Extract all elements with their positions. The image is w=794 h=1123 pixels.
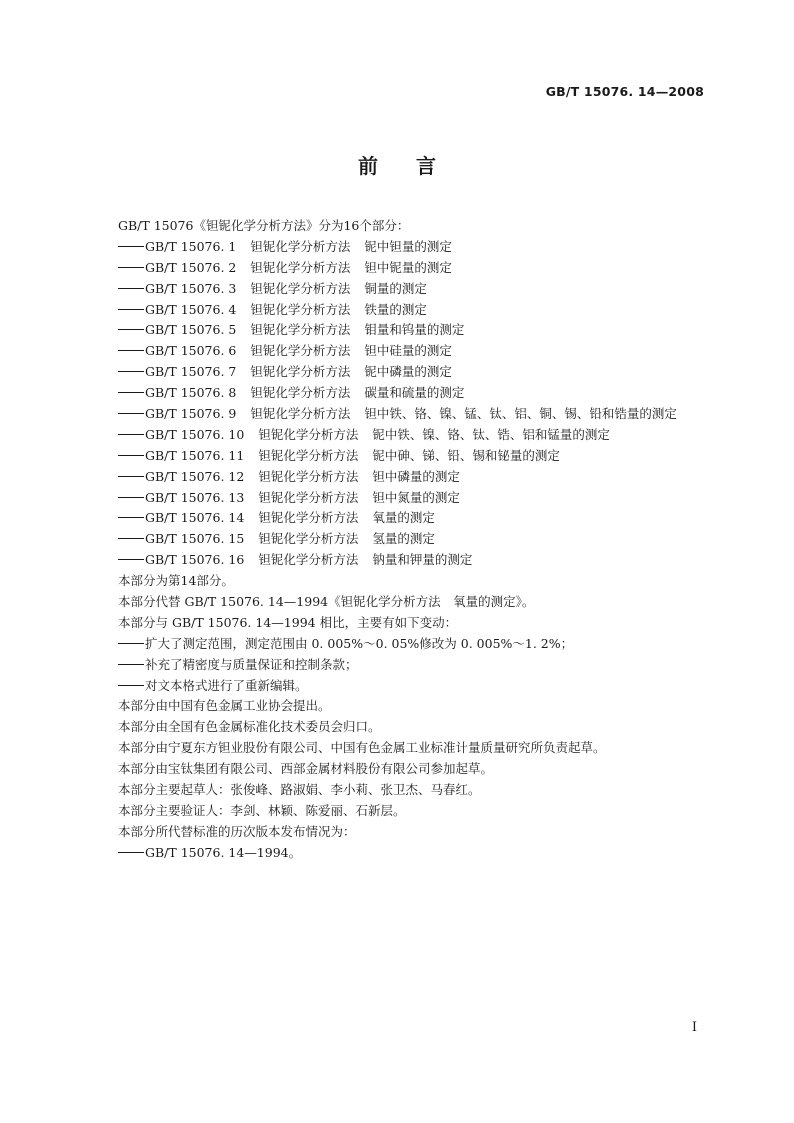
part-subject: 钽中铁、铬、镍、锰、钛、铝、铜、锡、铅和锆量的测定 <box>364 406 677 422</box>
part-code: GB/T 15076. 2 <box>145 259 237 275</box>
part-subject: 钽中磷量的测定 <box>372 468 460 484</box>
replaces-line: 本部分代替 GB/T 15076. 14—1994《钽铌化学分析方法 氧量的测定》。 <box>118 594 535 610</box>
part-code: GB/T 15076. 3 <box>145 280 237 296</box>
part-code: GB/T 15076. 9 <box>145 406 237 422</box>
part-method: 钽铌化学分析方法 <box>250 406 351 422</box>
part-method: 钽铌化学分析方法 <box>258 531 359 547</box>
part-list-item <box>118 446 718 467</box>
part-code: GB/T 15076. 6 <box>145 343 237 359</box>
part-method: 钽铌化学分析方法 <box>258 489 359 505</box>
part-method: 钽铌化学分析方法 <box>258 426 359 442</box>
em-dash <box>118 246 144 247</box>
part-code: GB/T 15076. 12 <box>145 468 245 484</box>
em-dash <box>118 852 144 853</box>
part-method: 钽铌化学分析方法 <box>250 343 351 359</box>
part-subject: 铁量的测定 <box>364 301 427 317</box>
em-dash <box>118 371 144 372</box>
page-title: 前言 <box>358 154 474 178</box>
part-subject: 碳量和硫量的测定 <box>364 385 465 401</box>
part-subject: 氧量的测定 <box>372 510 435 526</box>
changes-intro-line: 本部分与 GB/T 15076. 14—1994 相比，主要有如下变动： <box>118 614 458 630</box>
em-dash <box>118 392 144 393</box>
part-method: 钽铌化学分析方法 <box>250 280 351 296</box>
part-method: 钽铌化学分析方法 <box>250 385 351 401</box>
verifiers-line: 本部分主要验证人：李剑、林颖、陈爱丽、石新层。 <box>118 802 406 818</box>
em-dash <box>118 497 144 498</box>
part-subject: 铌中砷、锑、铅、锡和铋量的测定 <box>372 447 560 463</box>
part-list-item <box>118 508 718 529</box>
part-list-item <box>118 279 718 300</box>
part-code: GB/T 15076. 15 <box>145 531 245 547</box>
part-subject: 铜量的测定 <box>364 280 427 296</box>
page-number: I <box>691 1020 697 1035</box>
part-method: 钽铌化学分析方法 <box>258 510 359 526</box>
em-dash <box>118 538 144 539</box>
part-code: GB/T 15076. 5 <box>145 322 237 338</box>
part-code: GB/T 15076. 10 <box>145 426 245 442</box>
part-list-item <box>118 383 718 404</box>
part-code: GB/T 15076. 14 <box>145 510 245 526</box>
part-subject: 钠量和钾量的测定 <box>372 552 473 568</box>
part-list-item <box>118 300 718 321</box>
part-list-item <box>118 467 718 488</box>
history-intro-line: 本部分所代替标准的历次版本发布情况为： <box>118 823 356 839</box>
part-code: GB/T 15076. 11 <box>145 447 245 463</box>
part-code: GB/T 15076. 13 <box>145 489 245 505</box>
drafters-line: 本部分主要起草人：张俊峰、路淑娟、李小莉、张卫杰、马春红。 <box>118 782 481 798</box>
part-subject: 铌中钽量的测定 <box>364 238 452 254</box>
part-code: GB/T 15076. 7 <box>145 364 237 380</box>
part-method: 钽铌化学分析方法 <box>258 468 359 484</box>
em-dash <box>118 434 144 435</box>
em-dash <box>118 685 144 686</box>
managed-by-line: 本部分由全国有色金属标准化技术委员会归口。 <box>118 719 381 735</box>
part-subject: 钽中氮量的测定 <box>372 489 460 505</box>
em-dash <box>118 517 144 518</box>
change-item: 对文本格式进行了重新编辑。 <box>118 676 718 697</box>
parts-list <box>118 237 718 571</box>
part-subject: 钽中硅量的测定 <box>364 343 452 359</box>
em-dash <box>118 350 144 351</box>
part-list-item <box>118 237 718 258</box>
part-list-item <box>118 404 718 425</box>
part-list-item <box>118 529 718 550</box>
part-method: 钽铌化学分析方法 <box>258 447 359 463</box>
em-dash <box>118 413 144 414</box>
part-code: GB/T 15076. 8 <box>145 385 237 401</box>
part-code: GB/T 15076. 1 <box>145 238 237 254</box>
part-list-item <box>118 425 718 446</box>
em-dash <box>118 267 144 268</box>
history-item: GB/T 15076. 14—1994。 <box>118 843 718 864</box>
em-dash <box>118 476 144 477</box>
foreword-body <box>118 216 718 864</box>
part-method: 钽铌化学分析方法 <box>250 301 351 317</box>
part-code: GB/T 15076. 4 <box>145 301 237 317</box>
part-list-item <box>118 362 718 383</box>
part-method: 钽铌化学分析方法 <box>250 259 351 275</box>
standard-number: GB/T 15076. 14—2008 <box>545 84 704 99</box>
participated-by-line: 本部分由宝钛集团有限公司、西部金属材料股份有限公司参加起草。 <box>118 761 494 777</box>
part-method: 钽铌化学分析方法 <box>250 322 351 338</box>
change-item: 扩大了测定范围，测定范围由 0. 005%～0. 05%修改为 0. 005%～1. 2%； <box>118 634 718 655</box>
part-code: GB/T 15076. 16 <box>145 552 245 568</box>
this-part-line: 本部分为第14部分。 <box>118 573 234 589</box>
part-subject: 钽中铌量的测定 <box>364 259 452 275</box>
em-dash <box>118 664 144 665</box>
part-list-item <box>118 320 718 341</box>
part-list-item <box>118 258 718 279</box>
em-dash <box>118 455 144 456</box>
part-method: 钽铌化学分析方法 <box>258 552 359 568</box>
part-subject: 钼量和钨量的测定 <box>364 322 465 338</box>
em-dash <box>118 643 144 644</box>
part-list-item <box>118 550 718 571</box>
intro-line: GB/T 15076《钽铌化学分析方法》分为16个部分： <box>118 218 410 233</box>
part-subject: 铌中铁、镍、铬、钛、锆、铝和锰量的测定 <box>372 426 610 442</box>
part-method: 钽铌化学分析方法 <box>250 238 351 254</box>
change-item: 补充了精密度与质量保证和控制条款； <box>118 655 718 676</box>
em-dash <box>118 309 144 310</box>
drafted-by-line: 本部分由宁夏东方钽业股份有限公司、中国有色金属工业标准计量质量研究所负责起草。 <box>118 740 606 756</box>
proposed-by-line: 本部分由中国有色金属工业协会提出。 <box>118 698 331 714</box>
part-subject: 氢量的测定 <box>372 531 435 547</box>
em-dash <box>118 329 144 330</box>
em-dash <box>118 288 144 289</box>
part-list-item <box>118 341 718 362</box>
part-subject: 铌中磷量的测定 <box>364 364 452 380</box>
part-method: 钽铌化学分析方法 <box>250 364 351 380</box>
em-dash <box>118 559 144 560</box>
part-list-item <box>118 488 718 509</box>
